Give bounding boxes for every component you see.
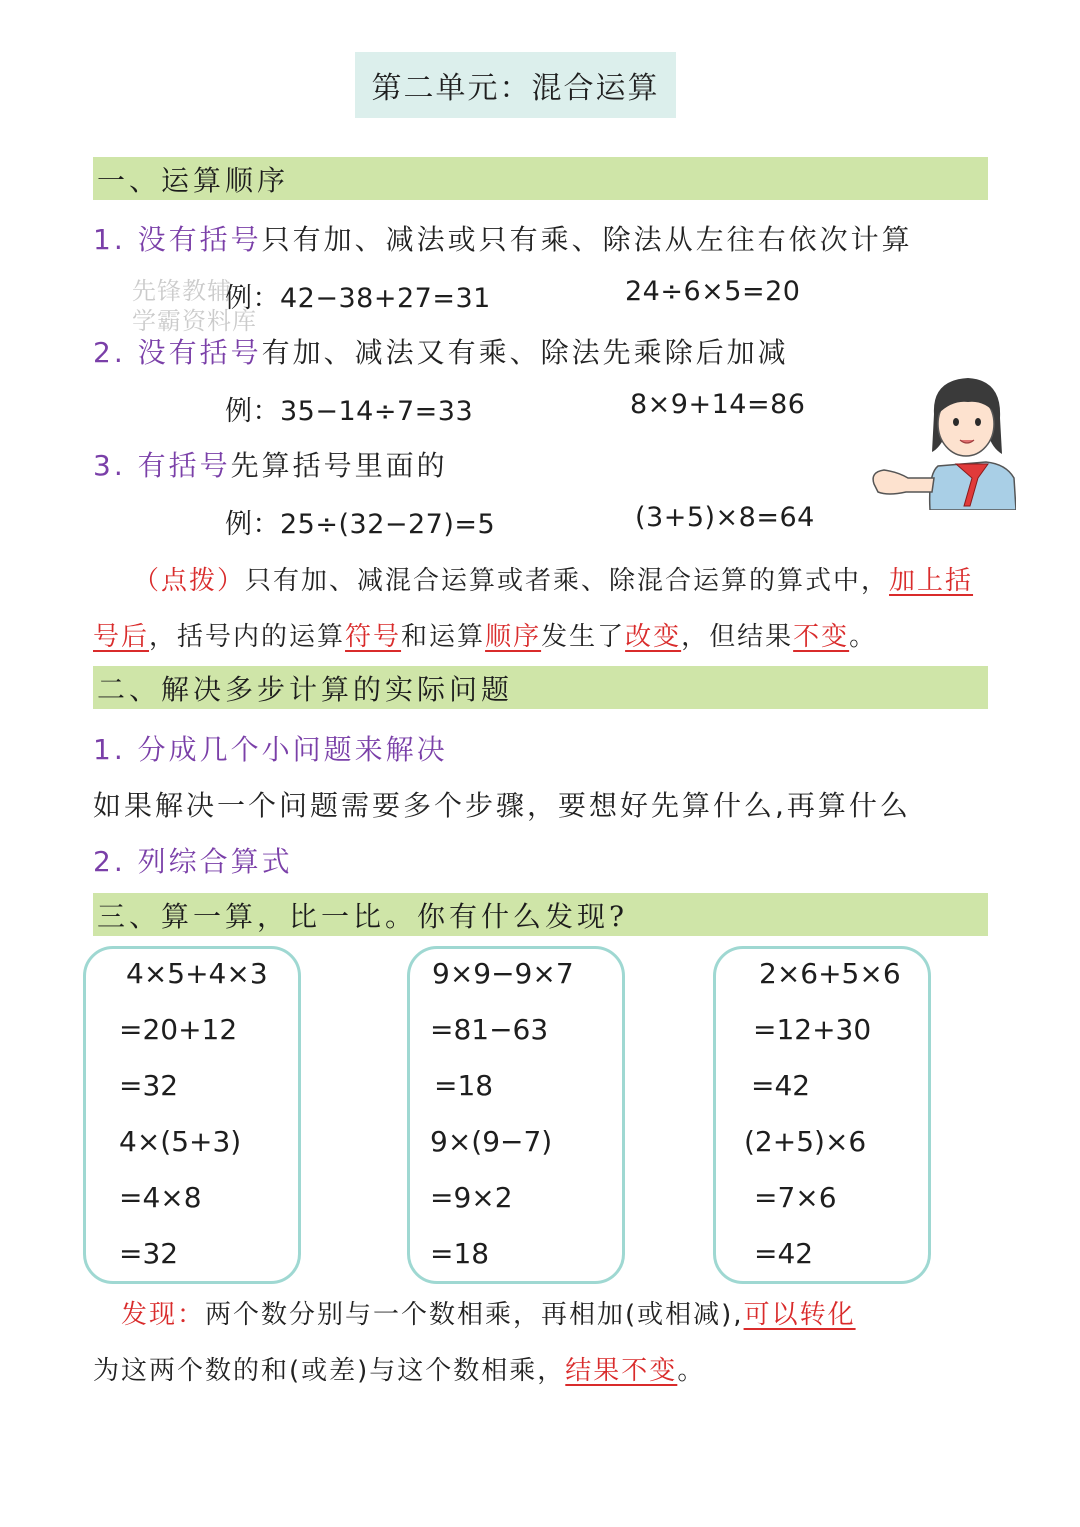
tip-underline-2: 号后 <box>93 622 150 652</box>
tip-line-2 <box>93 616 877 653</box>
tip-text-2: ，括号内的运算 <box>149 622 346 652</box>
finding-text-2: 为这两个数的和(或差)与这个数相乘， <box>93 1356 566 1386</box>
calc-box-2-line: =18 <box>430 1237 490 1270</box>
calc-box-2-line: =81−63 <box>430 1013 549 1046</box>
calc-box-3-line: =42 <box>751 1069 811 1102</box>
calc-box-1-line: =20+12 <box>119 1013 238 1046</box>
rule-3-example-a: 例：25÷(32−27)=5 <box>225 509 496 540</box>
page-title: 第二单元：混合运算 <box>355 52 676 118</box>
calc-box-1-line: =4×8 <box>119 1181 202 1214</box>
finding-label: 发现： <box>121 1300 206 1330</box>
calc-box-1-line: =32 <box>119 1237 179 1270</box>
calc-box-2-line: 9×9−9×7 <box>432 957 574 990</box>
calc-box-3-line: =12+30 <box>753 1013 872 1046</box>
rule-2-example-b: 8×9+14=86 <box>630 389 806 420</box>
finding-underline-2: 结果不变 <box>565 1356 678 1386</box>
tip-underline-4: 顺序 <box>485 622 542 652</box>
calc-box-1-line: =32 <box>119 1069 179 1102</box>
tip-text-5: ，但结果 <box>681 622 794 652</box>
rule-1-example-b: 24÷6×5=20 <box>625 276 801 307</box>
rule-2-text: 有加、减法又有乘、除法先乘除后加减 <box>261 336 789 369</box>
tip-text-1: 只有加、减混合运算或者乘、除混合运算的算式中， <box>245 566 890 596</box>
tip-underline-1: 加上括 <box>889 566 974 596</box>
finding-line-2 <box>93 1350 705 1387</box>
section-heading-problems: 二、解决多步计算的实际问题 <box>93 666 988 709</box>
calc-box-1-line: 4×5+4×3 <box>126 957 268 990</box>
rule-3-highlight: 有括号 <box>137 449 231 482</box>
rule-3 <box>93 444 448 484</box>
tip-underline-3: 符号 <box>345 622 402 652</box>
calc-box-3-line: (2+5)×6 <box>744 1125 867 1158</box>
rule-3-num: 3. <box>93 449 126 482</box>
tip-underline-6: 不变 <box>793 622 850 652</box>
section2-description: 如果解决一个问题需要多个步骤，要想好先算什么,再算什么 <box>93 789 911 822</box>
section2-item-1: 1. 分成几个小问题来解决 <box>93 733 448 766</box>
calc-box-2-line: =9×2 <box>430 1181 513 1214</box>
section-heading-order: 一、运算顺序 <box>93 157 988 200</box>
calc-box-2 <box>407 946 625 1284</box>
tip-label: （点拨） <box>133 566 246 596</box>
rule-1-example-a: 例：42−38+27=31 <box>225 283 491 314</box>
tip-text-6: 。 <box>849 622 878 652</box>
tip-underline-5: 改变 <box>625 622 682 652</box>
calc-box-3 <box>713 946 931 1284</box>
finding-underline-1: 可以转化 <box>743 1300 856 1330</box>
tip-text-4: 发生了 <box>541 622 626 652</box>
rule-2-example-a: 例：35−14÷7=33 <box>225 396 474 427</box>
finding-text-3: 。 <box>677 1356 706 1386</box>
calc-box-3-line: 2×6+5×6 <box>759 957 901 990</box>
calc-box-3-line: =42 <box>754 1237 814 1270</box>
rule-3-example-b: (3+5)×8=64 <box>635 502 815 533</box>
calc-box-3-line: =7×6 <box>754 1181 837 1214</box>
rule-1 <box>93 218 913 258</box>
calc-box-2-line: =18 <box>434 1069 494 1102</box>
finding-text-1: 两个数分别与一个数相乘，再相加(或相减), <box>205 1300 744 1330</box>
rule-1-text: 只有加、减法或只有乘、除法从左往右依次计算 <box>261 223 913 256</box>
calc-box-2-line: 9×(9−7) <box>430 1125 553 1158</box>
section-heading-compare: 三、算一算，比一比。你有什么发现? <box>93 893 988 936</box>
rule-2-num: 2. <box>93 336 126 369</box>
girl-illustration <box>868 374 1016 510</box>
watermark-line-1: 先锋教辅 <box>132 277 232 305</box>
rule-2-highlight: 没有括号 <box>137 336 262 369</box>
rule-2 <box>93 331 789 371</box>
finding-line-1 <box>93 1294 856 1331</box>
rule-3-text: 先算括号里面的 <box>230 449 448 482</box>
tip-text-3: 和运算 <box>401 622 486 652</box>
watermark-line-2: 学霸资料库 <box>132 307 257 335</box>
rule-1-num: 1. <box>93 223 126 256</box>
calc-box-1-line: 4×(5+3) <box>119 1125 242 1158</box>
tip-line-1 <box>93 560 973 597</box>
calc-box-1 <box>83 946 301 1284</box>
rule-1-highlight: 没有括号 <box>137 223 262 256</box>
section2-item-2: 2. 列综合算式 <box>93 845 293 878</box>
